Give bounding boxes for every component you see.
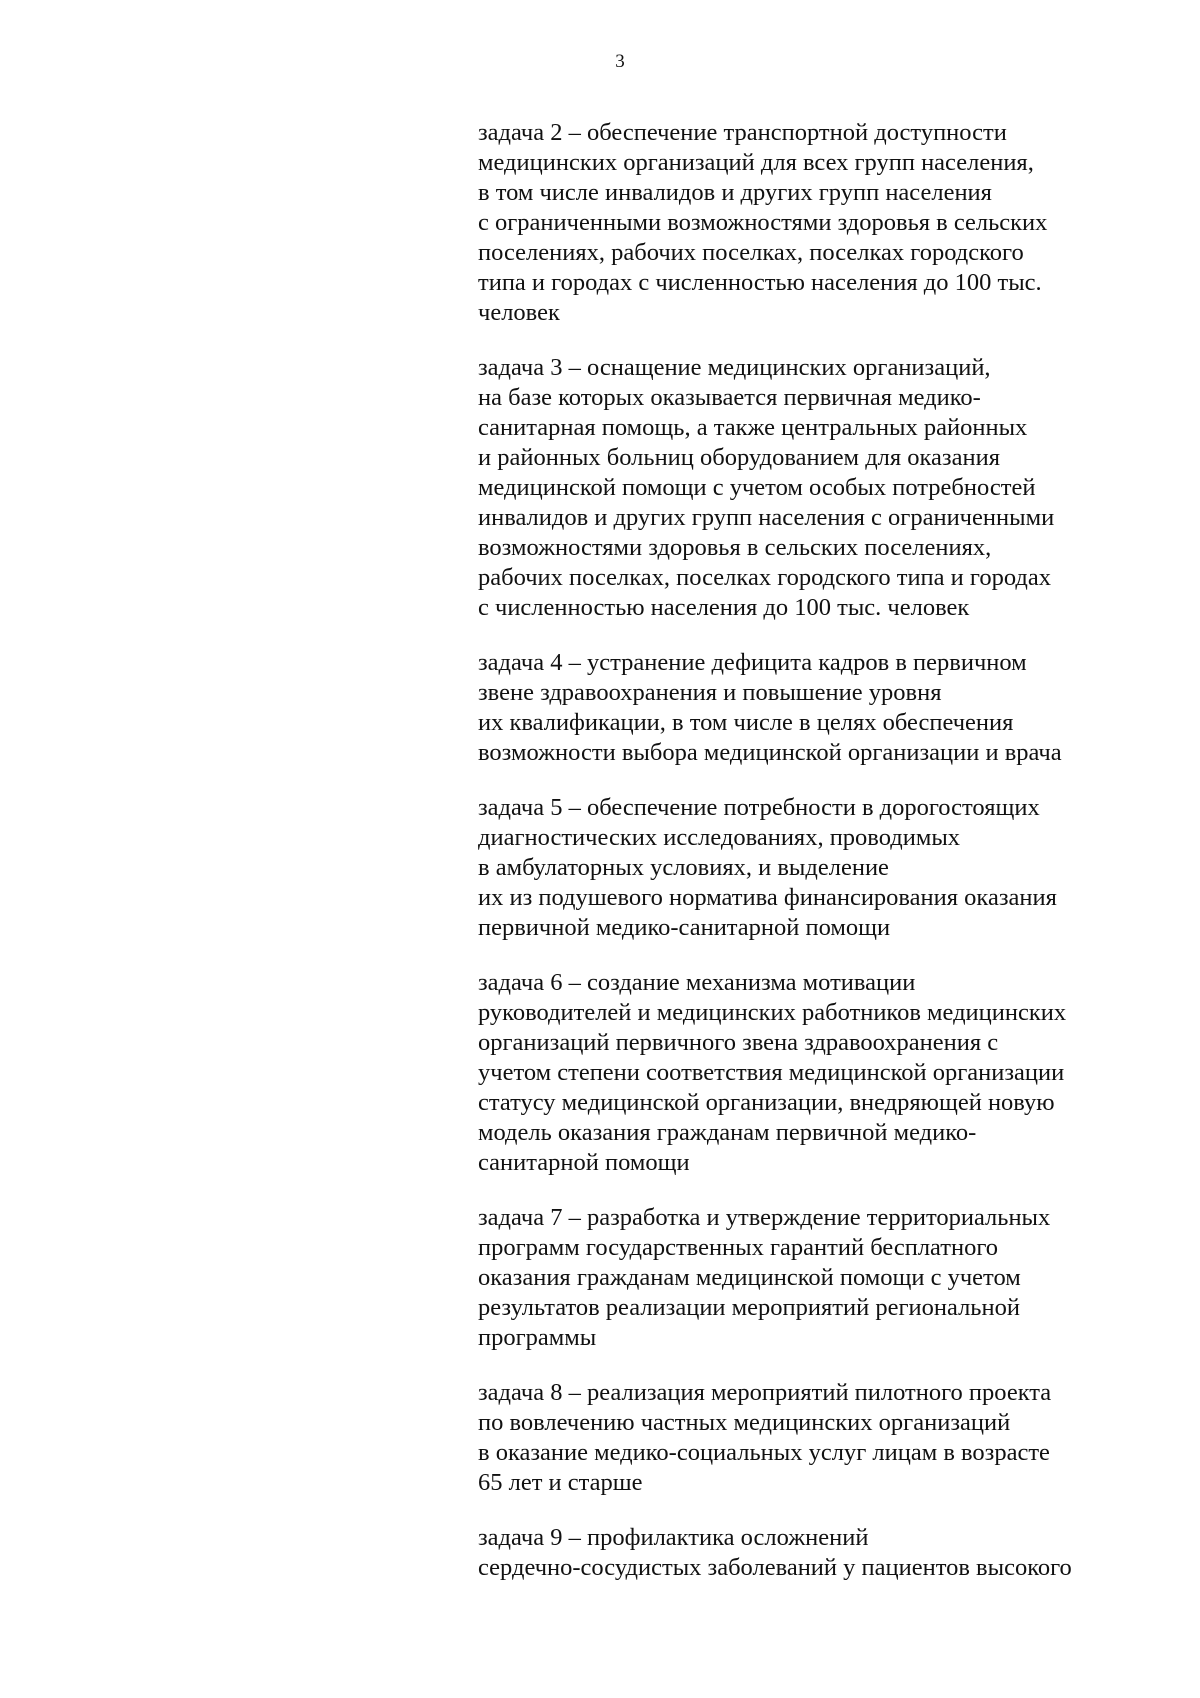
task-line: руководителей и медицинских работников медицинских [478, 999, 1067, 1026]
task-line: задача 2 – обеспечение транспортной доступности [478, 119, 1007, 146]
task-line: по вовлечению частных медицинских организаций [478, 1409, 1011, 1436]
task-3 [478, 353, 1158, 623]
task-line: рабочих поселках, поселках городского типа и городах [478, 564, 1051, 591]
task-line: в оказание медико-социальных услуг лицам в возрасте [478, 1439, 1050, 1466]
task-line: задача 6 – создание механизма мотивации [478, 969, 916, 996]
task-line: медицинской помощи с учетом особых потребностей [478, 474, 1036, 501]
task-line: звене здравоохранения и повышение уровня [478, 679, 942, 706]
task-line: задача 7 – разработка и утверждение территориальных [478, 1204, 1051, 1231]
task-line: инвалидов и других групп населения с ограниченными [478, 504, 1055, 531]
task-line: возможности выбора медицинской организации и врача [478, 739, 1062, 766]
task-line: в амбулаторных условиях, и выделение [478, 854, 889, 881]
task-4 [478, 648, 1158, 768]
task-line: задача 4 – устранение дефицита кадров в первичном [478, 649, 1027, 676]
task-line: учетом степени соответствия медицинской организации [478, 1059, 1065, 1086]
task-line: на базе которых оказывается первичная медико- [478, 384, 981, 411]
task-line: 65 лет и старше [478, 1469, 643, 1496]
task-line: их из подушевого норматива финансирования оказания [478, 884, 1057, 911]
task-line: организаций первичного звена здравоохранения с [478, 1029, 999, 1056]
task-line: результатов реализации мероприятий региональной [478, 1294, 1020, 1321]
task-line: задача 5 – обеспечение потребности в дорогостоящих [478, 794, 1040, 821]
task-2 [478, 118, 1158, 328]
task-line: диагностических исследованиях, проводимых [478, 824, 961, 851]
task-line: задача 3 – оснащение медицинских организаций, [478, 354, 991, 381]
task-line: возможностями здоровья в сельских поселениях, [478, 534, 992, 561]
task-line: оказания гражданам медицинской помощи с учетом [478, 1264, 1021, 1291]
page-number: 3 [615, 51, 625, 72]
task-line: программы [478, 1324, 597, 1351]
task-line: с численностью населения до 100 тыс. человек [478, 594, 970, 621]
task-line: с ограниченными возможностями здоровья в сельских [478, 209, 1048, 236]
task-line: поселениях, рабочих поселках, поселках городского [478, 239, 1024, 266]
task-list [478, 118, 1158, 1608]
task-7 [478, 1203, 1158, 1353]
task-line: задача 8 – реализация мероприятий пилотного проекта [478, 1379, 1052, 1406]
task-line: в том числе инвалидов и других групп населения [478, 179, 992, 206]
task-line: медицинских организаций для всех групп населения, [478, 149, 1034, 176]
task-line: первичной медико-санитарной помощи [478, 914, 891, 941]
task-line: модель оказания гражданам первичной медико- [478, 1119, 977, 1146]
task-6 [478, 968, 1158, 1178]
task-line: статусу медицинской организации, внедряющей новую [478, 1089, 1055, 1116]
task-line: санитарной помощи [478, 1149, 690, 1176]
task-9 [478, 1523, 1158, 1583]
task-line: задача 9 – профилактика осложнений [478, 1524, 869, 1551]
task-line: санитарная помощь, а также центральных районных [478, 414, 1028, 441]
task-line: сердечно-сосудистых заболеваний у пациентов высокого [478, 1554, 1072, 1581]
task-line: программ государственных гарантий бесплатного [478, 1234, 999, 1261]
task-line: и районных больниц оборудованием для оказания [478, 444, 1000, 471]
task-line: их квалификации, в том числе в целях обеспечения [478, 709, 1014, 736]
task-5 [478, 793, 1158, 943]
task-8 [478, 1378, 1158, 1498]
task-line: типа и городах с численностью населения до 100 тыс. [478, 269, 1042, 296]
task-line: человек [478, 299, 560, 326]
